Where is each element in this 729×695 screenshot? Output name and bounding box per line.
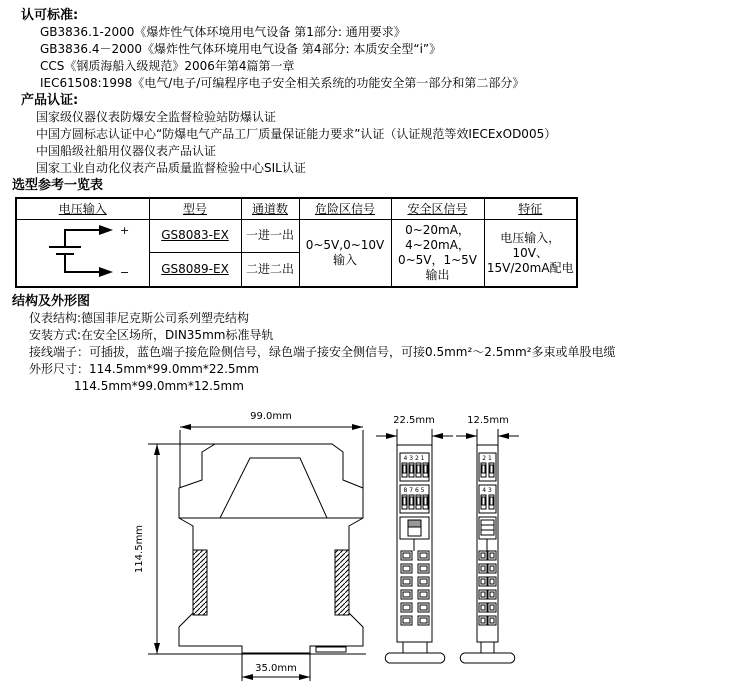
structure-item: 仪表结构:德国菲尼克斯公司系列塑壳结构 <box>29 311 250 325</box>
structure-item: 接线端子：可插拔，蓝色端子接危险侧信号，绿色端子接安全侧信号，可接0.5mm²～2.5mm²多束或单股电缆 <box>29 345 616 359</box>
certification-item: 国家工业自动化仪表产品质量监督检验中心SIL认证 <box>36 161 306 175</box>
selection-table-header-row <box>16 198 577 220</box>
hazard-signal-cell: 0~5V,0~10V输入 <box>299 220 391 288</box>
standard-item: GB3836.1-2000《爆炸性气体环境用电气设备 第1部分: 通用要求》 <box>40 25 406 39</box>
approved-standards-title: 认可标准: <box>21 8 79 23</box>
plus-arrow-icon <box>99 225 113 235</box>
col-header-voltage-input: 电压输入 <box>16 198 149 220</box>
voltage-input-circuit-cell <box>16 220 149 288</box>
structure-outline-title: 结构及外形图 <box>12 294 91 309</box>
grip-hatch-left <box>193 550 207 615</box>
switch-slider <box>408 520 421 527</box>
channels-cell: 二进二出 <box>241 252 299 287</box>
standard-item: IEC61508:1998《电气/电子/可编程序电子安全相关系统的功能安全第一部分和第二部分》 <box>40 76 525 90</box>
front-view-wide-drawing <box>376 415 453 663</box>
dim-clip-label: 35.0mm <box>255 663 297 674</box>
model-link-gs8083[interactable]: GS8083-EX <box>149 220 241 253</box>
selection-table-title: 选型参考一览表 <box>12 178 104 193</box>
structure-item: 外形尺寸：114.5mm*99.0mm*22.5mm <box>29 362 259 376</box>
dim-width-label: 99.0mm <box>250 411 292 422</box>
safe-signal-cell: 0~20mA，4~20mA，0~5V，1~5V输出 <box>391 220 484 288</box>
standard-item: CCS《钢质海船入级规范》2006年第4篇第一章 <box>40 59 295 73</box>
col-header-channels: 通道数 <box>241 198 299 220</box>
structure-item: 安装方式:在安全区场所，DIN35mm标准导轨 <box>29 328 274 342</box>
product-certifications-title: 产品认证: <box>21 93 79 108</box>
side-view-drawing <box>134 411 366 681</box>
channels-cell: 一进一出 <box>241 220 299 253</box>
dim-depth-wide-label: 22.5mm <box>393 415 435 426</box>
certification-item: 国家级仪器仪表防爆安全监督检验站防爆认证 <box>36 110 277 124</box>
feature-cell: 电压输入，10V、15V/20mA配电 <box>484 220 577 288</box>
terminal-numbers: 8 7 6 5 <box>403 487 425 494</box>
terminal-numbers: 4 3 2 1 <box>403 455 425 462</box>
minus-label: − <box>119 266 129 279</box>
terminal-numbers: 4 3 <box>482 487 492 494</box>
certification-item: 中国船级社船用仪器仪表产品认证 <box>36 144 217 158</box>
col-header-feature: 特征 <box>484 198 577 220</box>
model-link-gs8089[interactable]: GS8089-EX <box>149 252 241 287</box>
section-structure-outline <box>0 293 729 395</box>
outline-dimension-drawing <box>120 403 580 695</box>
section-approved-standards <box>0 7 729 92</box>
front-view-narrow-drawing <box>456 415 519 663</box>
col-header-hazard-signal: 危险区信号 <box>299 198 391 220</box>
certification-item: 中国方圆标志认证中心“防爆电气产品工厂质量保证能力要求”认证（认证规范等效IECExOD005） <box>36 127 557 141</box>
section-product-certifications <box>0 92 729 177</box>
structure-item-extra-dimension: 114.5mm*99.0mm*12.5mm <box>74 379 244 393</box>
minus-arrow-icon <box>99 267 113 277</box>
standard-item: GB3836.4－2000《爆炸性气体环境用电气设备 第4部分: 本质安全型“i”》 <box>40 42 442 56</box>
col-header-model: 型号 <box>149 198 241 220</box>
voltage-source-circuit-icon <box>21 220 145 282</box>
terminal-numbers: 2 1 <box>482 455 492 462</box>
plus-label: + <box>119 224 129 237</box>
grip-hatch-right <box>335 550 349 615</box>
dim-depth-narrow-label: 12.5mm <box>467 415 509 426</box>
dim-height-label: 114.5mm <box>134 524 145 574</box>
col-header-safe-signal: 安全区信号 <box>391 198 484 220</box>
selection-table <box>15 197 578 288</box>
table-row <box>16 220 577 253</box>
